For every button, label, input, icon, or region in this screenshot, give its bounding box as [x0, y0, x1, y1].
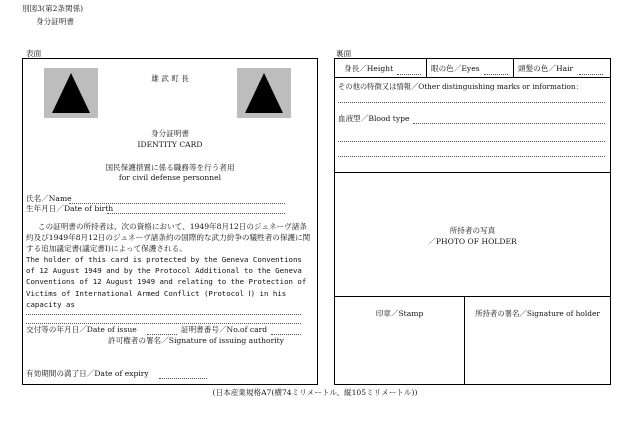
card-title-jp: 身分証明書: [151, 129, 189, 138]
issue-date-line: [147, 334, 177, 335]
photo-label-jp: 所持者の写真: [449, 226, 496, 235]
document-title: 身分証明書: [36, 17, 74, 26]
name-label: 氏名／Name: [26, 194, 72, 203]
front-section-label: 表面: [26, 49, 42, 58]
back-card: [334, 58, 611, 385]
blood-type-line: [413, 123, 605, 124]
expiry-date-label: 有効期間の満了日／Date of expiry: [26, 369, 149, 378]
photo-label-en: ／PHOTO OF HOLDER: [428, 237, 517, 246]
eyes-line: [484, 74, 508, 75]
capacity-line-1: [26, 314, 301, 315]
marks-line-3: [338, 156, 605, 157]
card-number-line: [271, 334, 301, 335]
dob-label: 生年月日／Date of birth: [26, 204, 114, 213]
issue-date-label: 交付等の年月日／Date of issue: [26, 325, 137, 334]
distinguishing-marks-label: その他の特徴又は情報／Other distinguishing marks or information：: [338, 82, 583, 91]
stamp-label: 印章／Stamp: [375, 309, 424, 318]
protection-text-en: The holder of this card is protected by the Geneva Conventions of 12 August 1949 and by the Protocol Additional to the Geneva Conventions of 12 August 1949 and relating to the Protection of Victims of International Armed Conflict (Protocol Ⅰ) in his capacity as: [26, 255, 307, 309]
front-card: [22, 58, 318, 385]
issuing-authority-label: 許可権者の署名／Signature of issuing authority: [108, 336, 284, 345]
hair-line: [579, 74, 603, 75]
size-note: (日本産業規格A7(横74ミリメートル、縦105ミリメートル)): [212, 388, 418, 397]
dob-line: [107, 213, 285, 214]
protection-text-jp: この証明書の所持者は、次の資格において、1949年8月12日のジュネーヴ諸条約及び1949年8月12日のジュネーヴ諸条約の国際的な武力紛争の犠牲者の保護に関する追加議定書(議定書I)によって保護される。: [26, 222, 311, 254]
stamp-signature-border: [335, 296, 610, 297]
card-subtitle-jp: 国民保護措置に係る職務等を行う者用: [105, 163, 235, 172]
traits-divider-1: [426, 59, 427, 77]
capacity-line-2: [26, 323, 301, 324]
card-number-label: 証明書番号／No.of card: [181, 325, 268, 334]
eyes-label: 眼の色／Eyes: [431, 64, 480, 73]
traits-divider-2: [513, 59, 514, 77]
blood-type-label: 血液型／Blood type: [338, 114, 410, 123]
expiry-date-line: [159, 378, 207, 379]
card-subtitle-en: for civil defense personnel: [118, 173, 222, 182]
marks-line-1: [338, 102, 605, 103]
form-reference: 別図3(第2条関係): [22, 4, 84, 13]
back-section-label: 裏面: [336, 49, 352, 58]
height-label: 身長／Height: [344, 64, 394, 73]
issuer-name: 雄 武 町 長: [151, 74, 189, 83]
hair-label: 頭髪の色／Hair: [518, 64, 574, 73]
photo-top-border: [335, 172, 610, 173]
marks-line-2: [338, 141, 605, 142]
card-title-en: IDENTITY CARD: [137, 140, 203, 149]
height-line: [397, 74, 421, 75]
holder-signature-label: 所持者の署名／Signature of holder: [475, 309, 600, 318]
